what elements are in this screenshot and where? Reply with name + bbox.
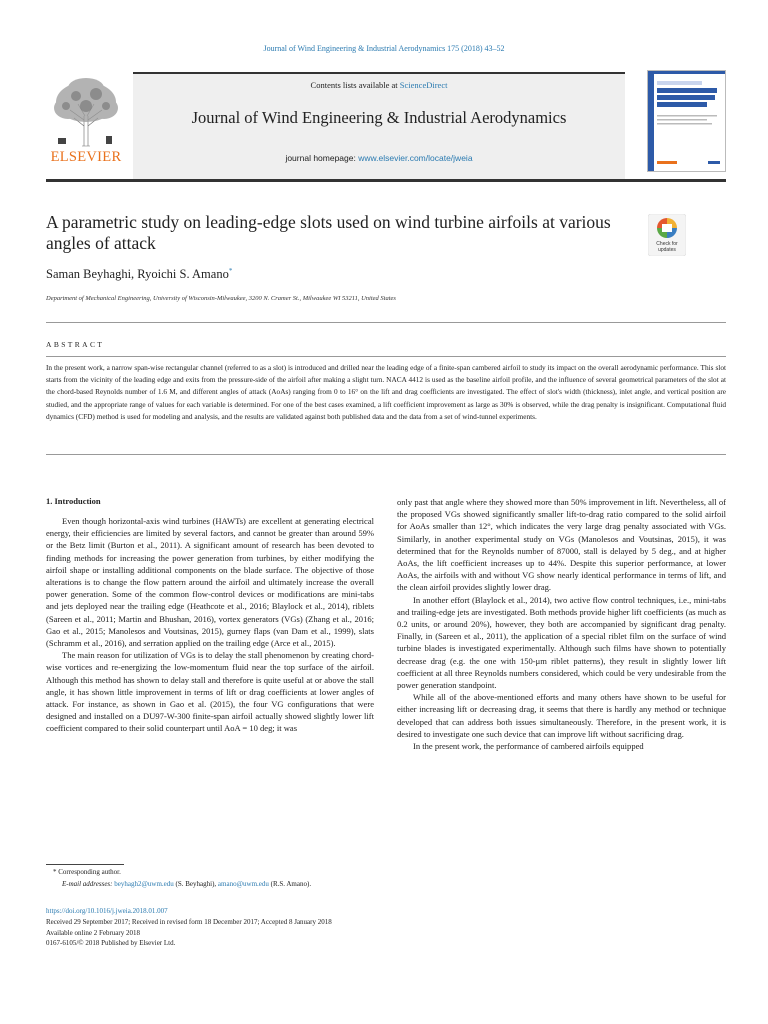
- intro-paragraph: The main reason for utilization of VGs is to delay the stall phenomenon by creating chord-wise vortices and re-energizing the low-momentum fluid near the top surface of the airfoil. Although this method has shown to delay stall and therefore is quite useful at or above the stall angle, it has shown little improvement in terms of lift or drag coefficients at lower angles of attack. For instance, as shown in Gao et al. (2015), the four VG configurations that were designed and installed on a DU97-W-300 finite-span airfoil actually showed slightly lower lift coefficient compared to their solid counterpart until AoA = 10 deg; it was: [46, 650, 374, 734]
- article-title: A parametric study on leading-edge slots used on wind turbine airfoils at various angles of attack: [46, 212, 611, 253]
- crossmark-icon: [648, 214, 686, 256]
- footnote-mark: *: [53, 868, 57, 876]
- contents-line: [133, 80, 625, 90]
- section-heading-introduction: 1. Introduction: [46, 496, 101, 506]
- email-name-amano: (R.S. Amano).: [268, 880, 312, 888]
- abstract-top-rule: [46, 322, 726, 323]
- abstract-bottom-rule: [46, 454, 726, 455]
- intro-paragraph: Even though horizontal-axis wind turbines (HAWTs) are excellent at generating electrical energy, their efficiencies are limited by several factors, and cannot be greater than around 59% or the Betz limit (Burton et al., 2011). A significant amount of research has been devoted to finding methods for increasing the power generation from turbines, by either modifying the airfoil shape or installing additional components on the blade surface. The objective of those alterations is to change the flow pattern around the airfoil and ultimately increase the overall power generation. Some of the common flow-control devices or modifications are mini-tabs and jets deployed near the trailing edge (Heathcote et al., 2016; Blaylock et al., 2014), riblets (Sareen et al., 2011; Martin and Bhushan, 2016), vortex generators (VGs) (Zhang et al., 2016; Gao et al., 2015; Manolesos and Voutsinas, 2015), gurney flaps (van Dam et al., 1999), slats (Schramm et al., 2016), and serration applied on the trailing edge (Arce et al., 2015).: [46, 516, 374, 649]
- email-label: E-mail addresses:: [62, 880, 113, 888]
- tree-icon: [46, 76, 126, 148]
- crossmark-label-line2: updates: [658, 247, 676, 253]
- sciencedirect-link[interactable]: ScienceDirect: [399, 80, 448, 90]
- journal-homepage-line: [133, 153, 625, 163]
- journal-title: Journal of Wind Engineering & Industrial Aerodynamics: [191, 108, 567, 127]
- contents-prefix: Contents lists available at: [310, 80, 400, 90]
- homepage-prefix: journal homepage:: [285, 153, 359, 163]
- crossmark-label-line1: Check for: [656, 241, 678, 247]
- email-link-beyhaghi[interactable]: beyhagh2@uwm.edu: [114, 880, 174, 888]
- corresponding-author-mark[interactable]: *: [228, 267, 233, 275]
- intro-paragraph: only past that angle where they showed more than 50% improvement in lift. Nevertheless, all of the proposed VGs showed significantly smaller lift-to-drag ratio compared to the solid airfoil for AoAs smaller than 12°, which indicates the very large drag penalty associated with VGs. Similarly, in another experimental study on VGs (Manolesos and Voutsinas, 2015), it was determined that for the Reynolds number of 87000, stall is delayed by 5 deg., and at higher AoAs, the lift coefficient increases up to 44%. Despite this superior performance, at lower AoAs, the airfoils with and without VG show nearly identical performance in terms of lift, and the clean airfoil provides slightly lower drag.: [397, 497, 726, 593]
- copyright-line: 0167-6105/© 2018 Published by Elsevier Ltd.: [46, 939, 176, 948]
- intro-paragraph: While all of the above-mentioned efforts and many others have shown to be useful for either increasing lift or decreasing drag, it seems that there is hardly any method or technique developed that can address both issues simultaneously. Therefore, in the present work, it is desired to investigate one such device that can improve lift without sacrificing drag.: [397, 692, 726, 739]
- intro-paragraph: In another effort (Blaylock et al., 2014), two active flow control techniques, i.e., mini-tabs and trailing-edge jets are investigated. Both methods provide higher lift coefficients (as much as 0.2 units, or around 20%), however, they both are accompanied by significant drag penalty. Finally, in (Sareen et al., 2011), the application of a special riblet film on the surface of wind turbine blades is investigated experimentally. Although such films have shown to potentially decrease drag (e.g. the one with 150-μm riblet patterns), they result in slightly lower lift coefficient at all three Reynolds numbers considered, which could be very undesirable from the power generation standpoint.: [397, 594, 726, 691]
- right-column: [397, 496, 726, 752]
- header-divider: [46, 179, 726, 182]
- corresponding-author-note: [53, 868, 121, 876]
- journal-cover-icon: [648, 71, 725, 171]
- check-for-updates-badge[interactable]: [648, 214, 686, 256]
- author-affiliation: Department of Mechanical Engineering, University of Wisconsin-Milwaukee, 3200 N. Cramer St., Milwaukee WI 53211, United States: [46, 295, 396, 302]
- intro-paragraph: In the present work, the performance of cambered airfoils equipped: [413, 741, 644, 752]
- received-dates: Received 29 September 2017; Received in revised form 18 December 2017; Accepted 8 January 2018: [46, 917, 332, 926]
- abstract-body: In the present work, a narrow span-wise rectangular channel (referred to as a slot) is introduced and drilled near the leading edge of a finite-span cambered airfoil to study its impact on the overall aerodynamic performance. This slot starts from the vicinity of the leading edge and exits from the pressure-side of the airfoil after making a slight turn. NACA 4412 is used as the baseline airfoil profile, and the influence of several geometrical parameters of the slot at the chord-based Reynolds number of 1.6 M, and different angles of attack (AoAs) ranging from 0 to 16° on the lift and drag coefficients are investigated. The effect of slot's width (thickness), inlet angle, and vertical position are studied, and the appropriate range of values for each variable is determined. For one of the best cases examined, a lift coefficient improvement as large as 30% is observed, while the drag penalty is insignificant. Computational fluid dynamics (CFD) method is used for modeling and analysis, and the results are validated against both published data and the data from a set of wind-tunnel experiments.: [46, 363, 726, 421]
- available-online-date: Available online 2 February 2018: [46, 928, 140, 937]
- journal-reference-link[interactable]: Journal of Wind Engineering & Industrial Aerodynamics 175 (2018) 43–52: [263, 44, 505, 53]
- doi-link[interactable]: https://doi.org/10.1016/j.jweia.2018.01.007: [46, 907, 168, 915]
- author-list: [46, 267, 232, 282]
- footnote-rule: [46, 864, 124, 865]
- email-addresses: [62, 880, 311, 888]
- email-name-beyhaghi: (S. Beyhaghi),: [173, 880, 218, 888]
- elsevier-wordmark: ELSEVIER: [50, 149, 122, 165]
- left-column: [46, 515, 374, 735]
- footnote-text: Corresponding author.: [58, 868, 121, 876]
- email-link-amano[interactable]: amano@uwm.edu: [217, 880, 269, 888]
- author-names: Saman Beyhaghi, Ryoichi S. Amano: [46, 267, 229, 282]
- abstract-heading: ABSTRACT: [46, 340, 105, 349]
- abstract-heading-rule: [46, 356, 726, 357]
- journal-cover-thumbnail[interactable]: [647, 70, 726, 172]
- homepage-link[interactable]: www.elsevier.com/locate/jweia: [358, 153, 473, 163]
- publication-info: [46, 906, 332, 949]
